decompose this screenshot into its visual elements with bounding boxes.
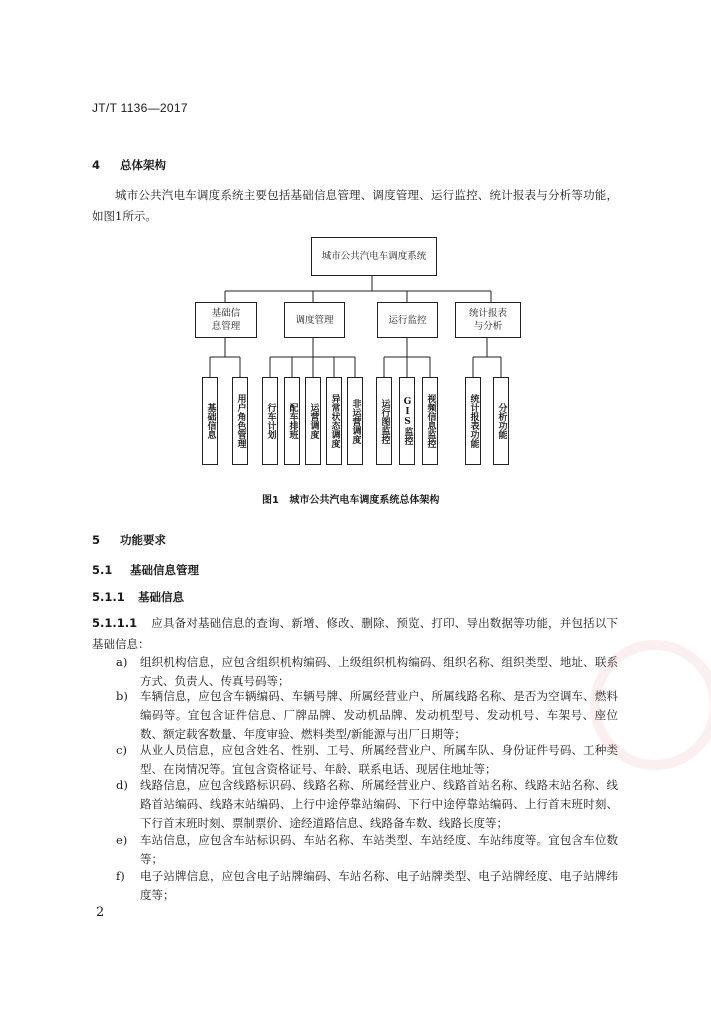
module-monitoring: 运行监控 [377, 302, 438, 338]
figure-label: 图1 [262, 495, 279, 506]
leaf-video-monitor: 视频信息监控 [422, 377, 438, 465]
figure-caption [262, 491, 439, 506]
list-item-text: 电子站牌信息，应包含电子站牌编码、车站名称、电子站牌类型、电子站牌经度、电子站牌纬度等； [140, 869, 618, 902]
leaf-vehicle-schedule: 配车排班 [284, 377, 300, 465]
list-item-label: d) [116, 778, 128, 792]
page-number: 2 [96, 905, 105, 920]
module-dispatch: 调度管理 [284, 302, 345, 338]
list-item [92, 867, 618, 905]
root-node: 城市公共汽电车调度系统 [311, 237, 437, 276]
list-item [92, 741, 618, 779]
list-item [92, 653, 618, 691]
leaf-statistics-report: 统计报表功能 [465, 377, 481, 465]
list-item-text: 车辆信息，应包含车辆编码、车辆号牌、所属经营业户、所属线路名称、是否为空调车、燃料编码等。宜包含证件信息、厂牌品牌、发动机品牌、发动机型号、发动机号、车架号、座位数、额定载客数量、年度审验、燃料类型/新能源与出厂日期等； [140, 689, 618, 741]
list-item [92, 687, 618, 744]
leaf-analysis: 分析功能 [493, 377, 509, 465]
clause-5-1-1-1 [92, 613, 618, 655]
leaf-runchart-monitor: 运行图监控 [376, 377, 392, 465]
list-item-text: 车站信息，应包含车站标识码、车站名称、车站类型、车站经度、车站纬度等。宜包含车位数等； [140, 833, 618, 866]
module-statistics: 统计报表与分析 [455, 302, 521, 338]
section-4-paragraph: 城市公共汽电车调度系统主要包括基础信息管理、调度管理、运行监控、统计报表与分析等功能，如图1所示。 [92, 188, 618, 223]
section-5-heading [92, 532, 166, 548]
section-title: 总体架构 [120, 158, 166, 172]
module-basic-info: 基础信息管理 [195, 302, 257, 338]
leaf-basic-info: 基础信息 [202, 377, 218, 465]
section-number: 5 [92, 533, 101, 547]
leaf-operation-dispatch: 运营调度 [305, 377, 321, 465]
list-item-label: e) [116, 833, 128, 847]
list-item-text: 线路信息，应包含线路标识码、线路名称、所属经营业户、线路首站名称、线路末站名称、线路首站编码、线路末站编码、上行中途停靠站编码、下行中途停靠站编码、上行首末班时刻、下行首末班时刻、票制票价、途经道路信息、线路备车数、线路长度等； [140, 778, 618, 830]
section-title: 基础信息管理 [130, 563, 199, 577]
section-5-1-heading [92, 562, 199, 578]
list-item-label: f) [116, 869, 125, 883]
section-number: 4 [92, 158, 101, 172]
leaf-trip-plan: 行车计划 [262, 377, 278, 465]
figure-title: 城市公共汽电车调度系统总体架构 [289, 495, 440, 506]
leaf-gis-monitor: GIS监控 [399, 377, 415, 465]
list-item [92, 776, 618, 833]
list-item-text: 从业人员信息，应包含姓名、性别、工号、所属经营业户、所属车队、身份证件号码、工种类型、在岗情况等。宜包含资格证号、年龄、联系电话、现居住地址等； [140, 743, 618, 776]
section-title: 基础信息 [138, 590, 184, 604]
clause-text: 应具备对基础信息的查询、新增、修改、删除、预览、打印、导出数据等功能，并包括以下基础信息： [92, 616, 618, 651]
section-5-1-1-heading [92, 589, 184, 605]
leaf-abnormal-dispatch: 异常状态调度 [326, 377, 342, 465]
list-item [92, 831, 618, 869]
section-number: 5.1 [92, 563, 113, 577]
standard-number: JT/T 1136—2017 [92, 101, 188, 115]
leaf-user-role: 用户角色管理 [232, 377, 248, 465]
clause-number: 5.1.1.1 [92, 616, 138, 630]
watermark-seal [590, 640, 711, 770]
leaf-non-operation-dispatch: 非运营调度 [347, 377, 363, 465]
section-number: 5.1.1 [92, 590, 125, 604]
list-item-label: b) [116, 689, 128, 703]
list-item-label: a) [116, 655, 128, 669]
list-item-label: c) [116, 743, 127, 757]
list-item-text: 组织机构信息，应包含组织机构编码、上级组织机构编码、组织名称、组织类型、地址、联系方式、负责人、传真号码等； [140, 655, 618, 688]
section-title: 功能要求 [120, 533, 166, 547]
